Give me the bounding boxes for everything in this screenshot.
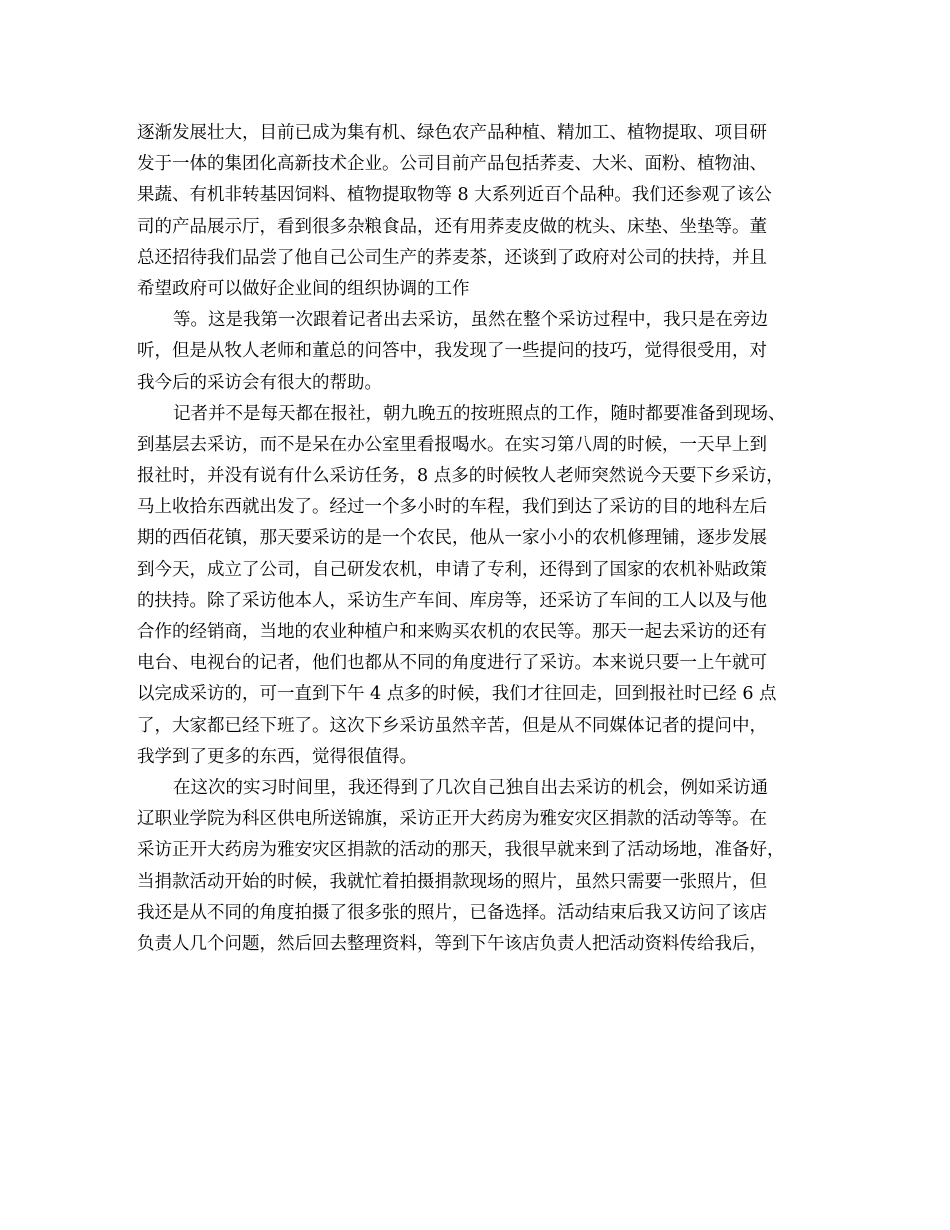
text-line: 发于一体的集团化高新技术企业。公司目前产品包括荞麦、大米、面粉、植物油、 [137, 154, 767, 175]
text-line: 合作的经销商，当地的农业种植户和来购买农机的农民等。那天一起去采访的还有 [137, 622, 767, 642]
text-line: 了，大家都已经下班了。这次下乡采访虽然辛苦，但是从不同媒体记者的提问中， [137, 715, 767, 736]
text-line: 总还招待我们品尝了他自己公司生产的荞麦茶，还谈到了政府对公司的扶持，并且 [137, 247, 767, 268]
text-line: 果蔬、有机非转基因饲料、植物提取物等 8 大系列近百个品种。我们还参观了该公 [137, 185, 772, 206]
text-line: 以完成采访的，可一直到下午 4 点多的时候，我们才往回走，回到报社时已经 6 点 [137, 684, 777, 705]
text-line: 到今天，成立了公司，自己研发农机，申请了专利，还得到了国家的农机补贴政策 [137, 559, 767, 580]
text-line: 当捐款活动开始的时候，我就忙着拍摄捐款现场的照片，虽然只需要一张照片，但 [137, 871, 767, 892]
text-line: 采访正开大药房为雅安灾区捐款的活动的那天，我很早就来到了活动场地，准备好， [137, 840, 785, 861]
text-line: 司的产品展示厅，看到很多杂粮食品，还有用荞麦皮做的枕头、床垫、坐垫等。董 [137, 216, 767, 237]
text-line: 马上收拾东西就出发了。经过一个多小时的车程，我们到达了采访的目的地科左后 [137, 497, 767, 518]
text-line: 听，但是从牧人老师和董总的问答中，我发现了一些提问的技巧，觉得很受用，对 [137, 341, 767, 362]
text-line: 的扶持。除了采访他本人，采访生产车间、库房等，还采访了车间的工人以及与他 [137, 590, 767, 611]
text-line: 到基层去采访，而不是呆在办公室里看报喝水。在实习第八周的时候，一天早上到 [137, 434, 767, 455]
body-text [137, 118, 827, 960]
text-line: 我今后的采访会有很大的帮助。 [137, 372, 382, 393]
text-line: 在这次的实习时间里，我还得到了几次自己独自出去采访的机会，例如采访通 [173, 777, 768, 798]
text-line: 记者并不是每天都在报社，朝九晚五的按班照点的工作，随时都要准备到现场、 [173, 403, 786, 424]
text-line: 报社时，并没有说有什么采访任务，8 点多的时候牧人老师突然说今天要下乡采访， [137, 466, 784, 487]
text-line: 负责人几个问题，然后回去整理资料，等到下午该店负责人把活动资料传给我后， [137, 933, 767, 954]
text-line: 逐渐发展壮大，目前已成为集有机、绿色农产品种植、精加工、植物提取、项目研 [137, 123, 767, 143]
text-line: 辽职业学院为科区供电所送锦旗，采访正开大药房为雅安灾区捐款的活动等等。在 [137, 809, 767, 830]
text-line: 期的西佰花镇，那天要采访的是一个农民，他从一家小小的农机修理铺，逐步发展 [137, 528, 767, 549]
text-line: 希望政府可以做好企业间的组织协调的工作 [137, 278, 470, 299]
text-line: 我学到了更多的东西，觉得很值得。 [137, 746, 417, 767]
text-line: 我还是从不同的角度拍摄了很多张的照片，已备选择。活动结束后我又访问了该店 [137, 902, 767, 923]
text-line: 电台、电视台的记者，他们也都从不同的角度进行了采访。本来说只要一上午就可 [137, 653, 767, 674]
text-line: 等。这是我第一次跟着记者出去采访，虽然在整个采访过程中，我只是在旁边 [173, 310, 768, 331]
